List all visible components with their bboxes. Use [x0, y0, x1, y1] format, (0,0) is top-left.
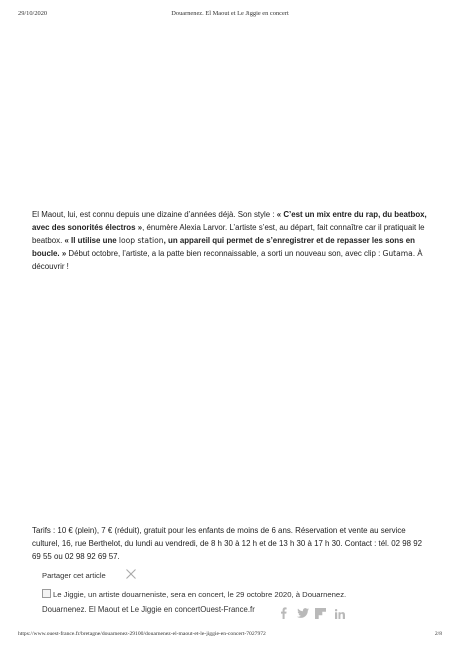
article-paragraph-tarifs: Tarifs : 10 € (plein), 7 € (réduit), gratuit pour les enfants de moins de 6 ans. Réservation et vente au service culturel, 16, rue Berthelot, du lundi au vendredi, de 8 h 30 à 12 h et de 13 h 30 à 17 h 30. Contact : tél. 02 98 92 69 55 ou 02 98 92 69 57. [32, 526, 422, 561]
flipboard-icon[interactable] [315, 606, 326, 624]
page-number: 2/8 [434, 631, 442, 637]
facebook-icon[interactable] [280, 606, 287, 624]
print-footer [0, 631, 460, 641]
text-run: . À découvrir ! [32, 249, 423, 271]
quote-loop-end: , un appareil qui permet de s’enregistrer et de repasser les sons en boucle. » [32, 236, 415, 258]
source-credit: Douarnenez. El Maout et Le Jiggie en concertOuest-France.fr [42, 605, 255, 614]
song-title-gutama: Gutama [382, 249, 413, 258]
article-paragraph-el-maout [32, 208, 432, 273]
page-url: https://www.ouest-france.fr/bretagne/douarnenez-29100/douarnenez-el-maout-et-le-jiggie-en-concert-7027972 [18, 631, 266, 637]
term-loop-station: loop station [118, 236, 164, 245]
twitter-icon[interactable] [297, 606, 309, 624]
print-date: 29/10/2020 [18, 10, 48, 17]
linkedin-icon[interactable] [335, 606, 345, 624]
quote-style: « C’est un mix entre du rap, du beatbox, avec des sonorités électros » [32, 210, 427, 232]
image-alt-caption [42, 589, 442, 601]
quote-loop-start: « Il utilise une [64, 236, 119, 245]
text-run: El Maout, lui, est connu depuis une dizaine d’années déjà. Son style : [32, 210, 277, 219]
share-section [42, 571, 242, 585]
image-alt-text: Le Jiggie, un artiste douarneniste, sera en concert, le 29 octobre 2020, à Douarnenez. [53, 590, 347, 599]
share-label: Partager cet article [42, 571, 106, 580]
text-run: , énumère Alexia Larvor. L’artiste s’est, au départ, fait connaître car il pratiquait le beatbox. [32, 223, 425, 245]
text-run: Début octobre, l’artiste, a la patte bien reconnaissable, a sorti un nouveau son, avec clip : [66, 249, 383, 258]
print-title: Douarnenez. El Maout et Le Jiggie en concert [171, 10, 289, 17]
print-header [0, 10, 460, 22]
broken-image-icon [42, 589, 51, 598]
close-icon[interactable] [125, 568, 137, 580]
